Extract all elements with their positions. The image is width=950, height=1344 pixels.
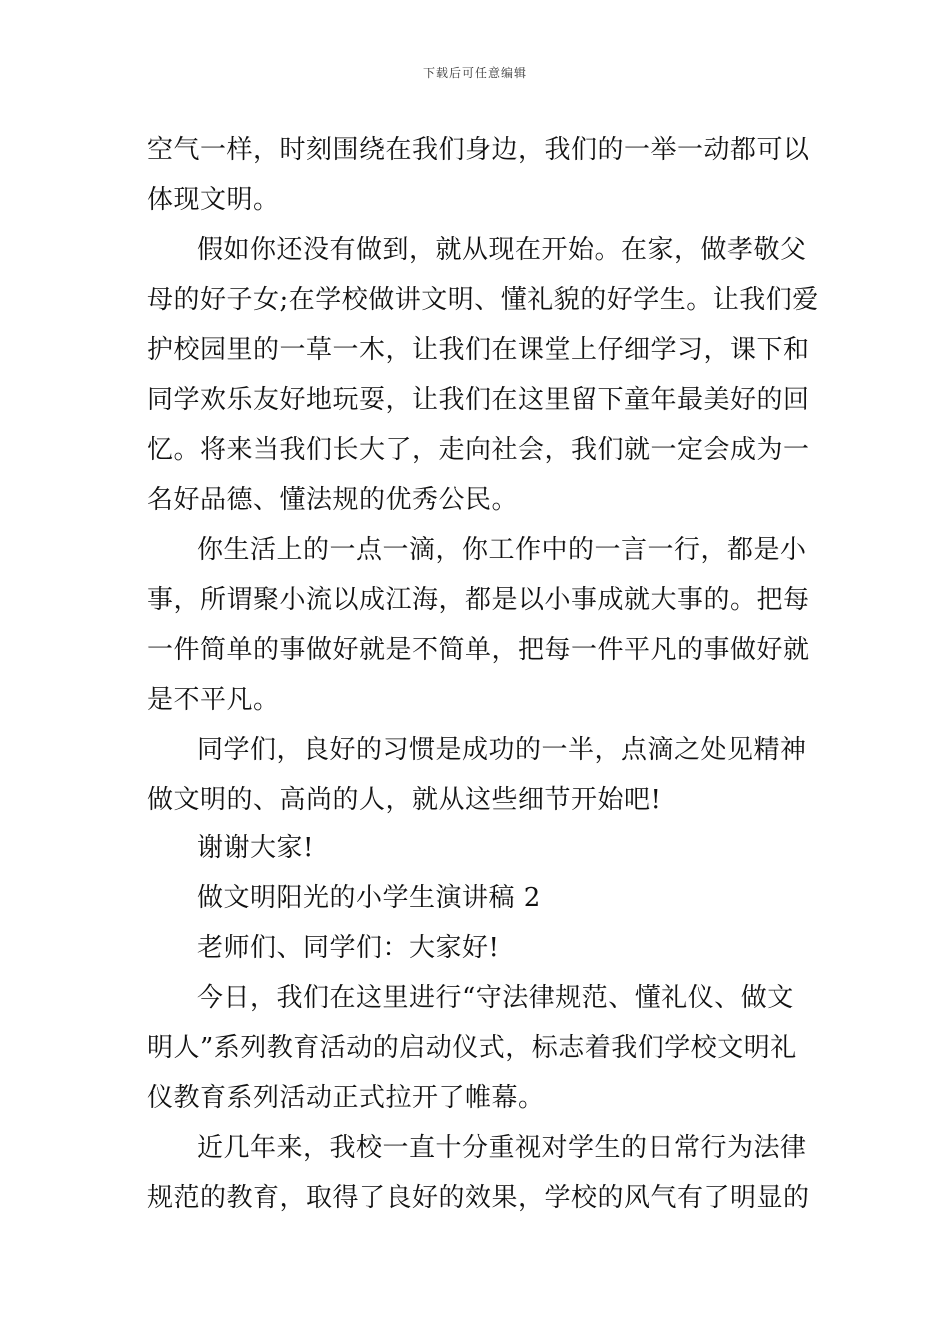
page-header: 下载后可任意编辑 bbox=[422, 66, 527, 80]
text-line: 同学欢乐友好地玩耍，让我们在这里留下童年最美好的回 bbox=[147, 385, 810, 415]
text-line: 今日，我们在这里进行“守法律规范、懂礼仪、做文 bbox=[197, 983, 794, 1013]
text-line: 假如你还没有做到，就从现在开始。在家，做孝敬父 bbox=[197, 235, 807, 265]
text-line: 谢谢大家! bbox=[197, 833, 314, 863]
text-line: 空气一样，时刻围绕在我们身边，我们的一举一动都可以 bbox=[147, 135, 810, 165]
text-line: 明人”系列教育活动的启动仪式，标志着我们学校文明礼 bbox=[147, 1033, 797, 1063]
text-line: 做文明的、高尚的人，就从这些细节开始吧! bbox=[147, 785, 662, 815]
text-line: 忆。将来当我们长大了，走向社会，我们就一定会成为一 bbox=[147, 435, 810, 465]
text-line: 名好品德、懂法规的优秀公民。 bbox=[147, 485, 519, 515]
text-line: 一件简单的事做好就是不简单，把每一件平凡的事做好就 bbox=[147, 635, 810, 665]
text-line: 是不平凡。 bbox=[147, 685, 280, 715]
text-line: 母的好子女;在学校做讲文明、懂礼貌的好学生。让我们爱 bbox=[147, 285, 819, 315]
text-line: 近几年来，我校一直十分重视对学生的日常行为法律 bbox=[197, 1133, 807, 1163]
text-line: 规范的教育，取得了良好的效果，学校的风气有了明显的 bbox=[147, 1183, 810, 1213]
text-line: 老师们、同学们：大家好! bbox=[197, 933, 500, 963]
text-line: 你生活上的一点一滴，你工作中的一言一行，都是小 bbox=[197, 535, 807, 565]
text-line: 护校园里的一草一木，让我们在课堂上仔细学习，课下和 bbox=[147, 335, 810, 365]
text-line: 体现文明。 bbox=[147, 185, 280, 215]
text-line: 事，所谓聚小流以成江海，都是以小事成就大事的。把每 bbox=[147, 585, 810, 615]
text-line: 同学们，良好的习惯是成功的一半，点滴之处见精神 bbox=[197, 735, 807, 765]
text-line: 仪教育系列活动正式拉开了帷幕。 bbox=[147, 1083, 545, 1113]
text-line: 做文明阳光的小学生演讲稿 2 bbox=[197, 883, 541, 913]
